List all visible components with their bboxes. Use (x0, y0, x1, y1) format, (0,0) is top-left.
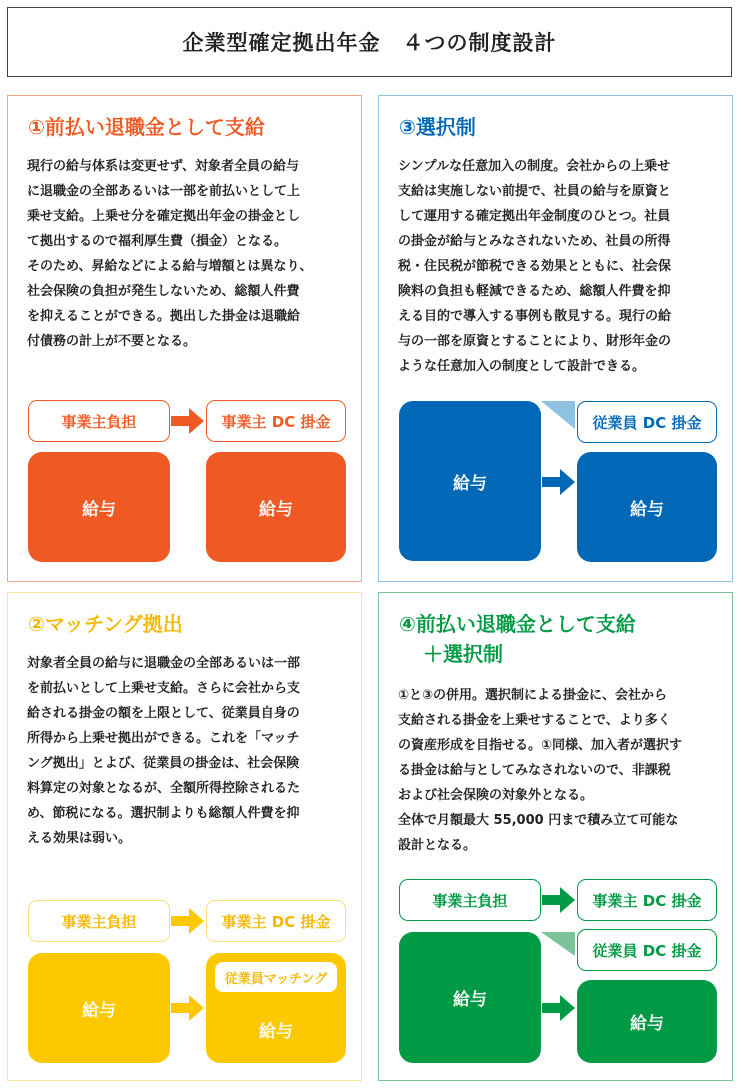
salary-block-matching (206, 953, 346, 1063)
salary-block-before: 給与 (399, 932, 541, 1063)
salary-block-before: 給与 (399, 401, 541, 561)
panel-selective-system (378, 95, 733, 582)
employee-matching-label: 従業員マッチング (215, 962, 337, 992)
salary-block-before: 給与 (28, 953, 170, 1063)
panel-matching-contribution (7, 592, 362, 1081)
panel-description: 対象者全員の給与に退職金の全部あるいは一部 を前払いとして上乗せ支給。さらに会社から支 給される掛金の額を上限として、従業員自身の 所得から上乗せ拠出ができる。これを「マッチ ング拠出」とよび、従業員の掛金は、社会保険 料算定の対象となるが、全額所得控除されるた め、節税になる。選択制よりも総額人件費を抑 える効果は弱い。 (27, 656, 301, 846)
panel-title: ②マッチング拠出 (28, 612, 183, 636)
salary-block-after: 給与 (206, 452, 346, 562)
employee-dc-label: 従業員 DC 掛金 (577, 929, 717, 971)
panel-title-main: ④前払い退職金として支給 (399, 612, 636, 636)
employer-dc-label: 事業主 DC 掛金 (577, 879, 717, 921)
right-arrow-icon (542, 468, 576, 496)
panel-prepaid-plus-selective (378, 592, 733, 1081)
right-arrow-icon (542, 886, 576, 914)
employer-burden-label: 事業主負担 (399, 879, 541, 921)
right-arrow-icon (171, 407, 205, 435)
employer-dc-label: 事業主 DC 掛金 (206, 400, 346, 442)
right-arrow-icon (171, 907, 205, 935)
panel-title: ①前払い退職金として支給 (28, 115, 265, 139)
salary-label: 給与 (259, 1021, 293, 1042)
salary-block-after: 給与 (577, 980, 717, 1063)
salary-block-after: 給与 (577, 452, 717, 562)
panel-title (399, 609, 636, 669)
triangle-icon (541, 401, 577, 431)
panel-title-sub: ＋選択制 (423, 642, 503, 666)
right-arrow-icon (171, 994, 205, 1022)
panel-description: シンプルな任意加入の制度。会社からの上乗せ 支給は実施しない前提で、社員の給与を原資と して運用する確定拠出年金制度のひとつ。社員 の掛金が給与とみなされないため、社員の所得 税・住民税が節税できる効果とともに、社会保 険料の負担も軽減できるため、総額人件費を抑 える目的で導入する事例も散見する。現行の給 与の一部を原資とすることにより、財形年金の ような任意加入の制度として設計できる。 (398, 159, 672, 374)
panel-prepaid-retirement (7, 95, 362, 582)
employer-burden-label: 事業主負担 (28, 900, 170, 942)
employer-burden-label: 事業主負担 (28, 400, 170, 442)
panel-description: 現行の給与体系は変更せず、対象者全員の給与 に退職金の全部あるいは一部を前払いとして上 乗せ支給。上乗せ分を確定拠出年金の掛金とし て拠出するので福利厚生費（損金）となる。 そのため、昇給などによる給与増額とは異なり、 社会保険の負担が発生しないため、総額人件費 を抑えることができる。拠出した掛金は退職給 付債務の計上が不要となる。 (27, 159, 313, 349)
employer-dc-label: 事業主 DC 掛金 (206, 900, 346, 942)
panel-title: ③選択制 (399, 115, 476, 139)
employee-dc-label: 従業員 DC 掛金 (577, 401, 717, 443)
salary-block-before: 給与 (28, 452, 170, 562)
right-arrow-icon (542, 994, 576, 1022)
page-title: 企業型確定拠出年金 ４つの制度設計 (7, 7, 732, 77)
triangle-icon (541, 932, 577, 958)
panel-description: ①と③の併用。選択制による掛金に、会社から 支給される掛金を上乗せすることで、より多く の資産形成を目指せる。①同様、加入者が選択す る掛金は給与としてみなされないので、非課税 および社会保険の対象外となる。 全体で月額最大 55,000 円まで積み立て可能な 設計となる。 (398, 688, 683, 853)
